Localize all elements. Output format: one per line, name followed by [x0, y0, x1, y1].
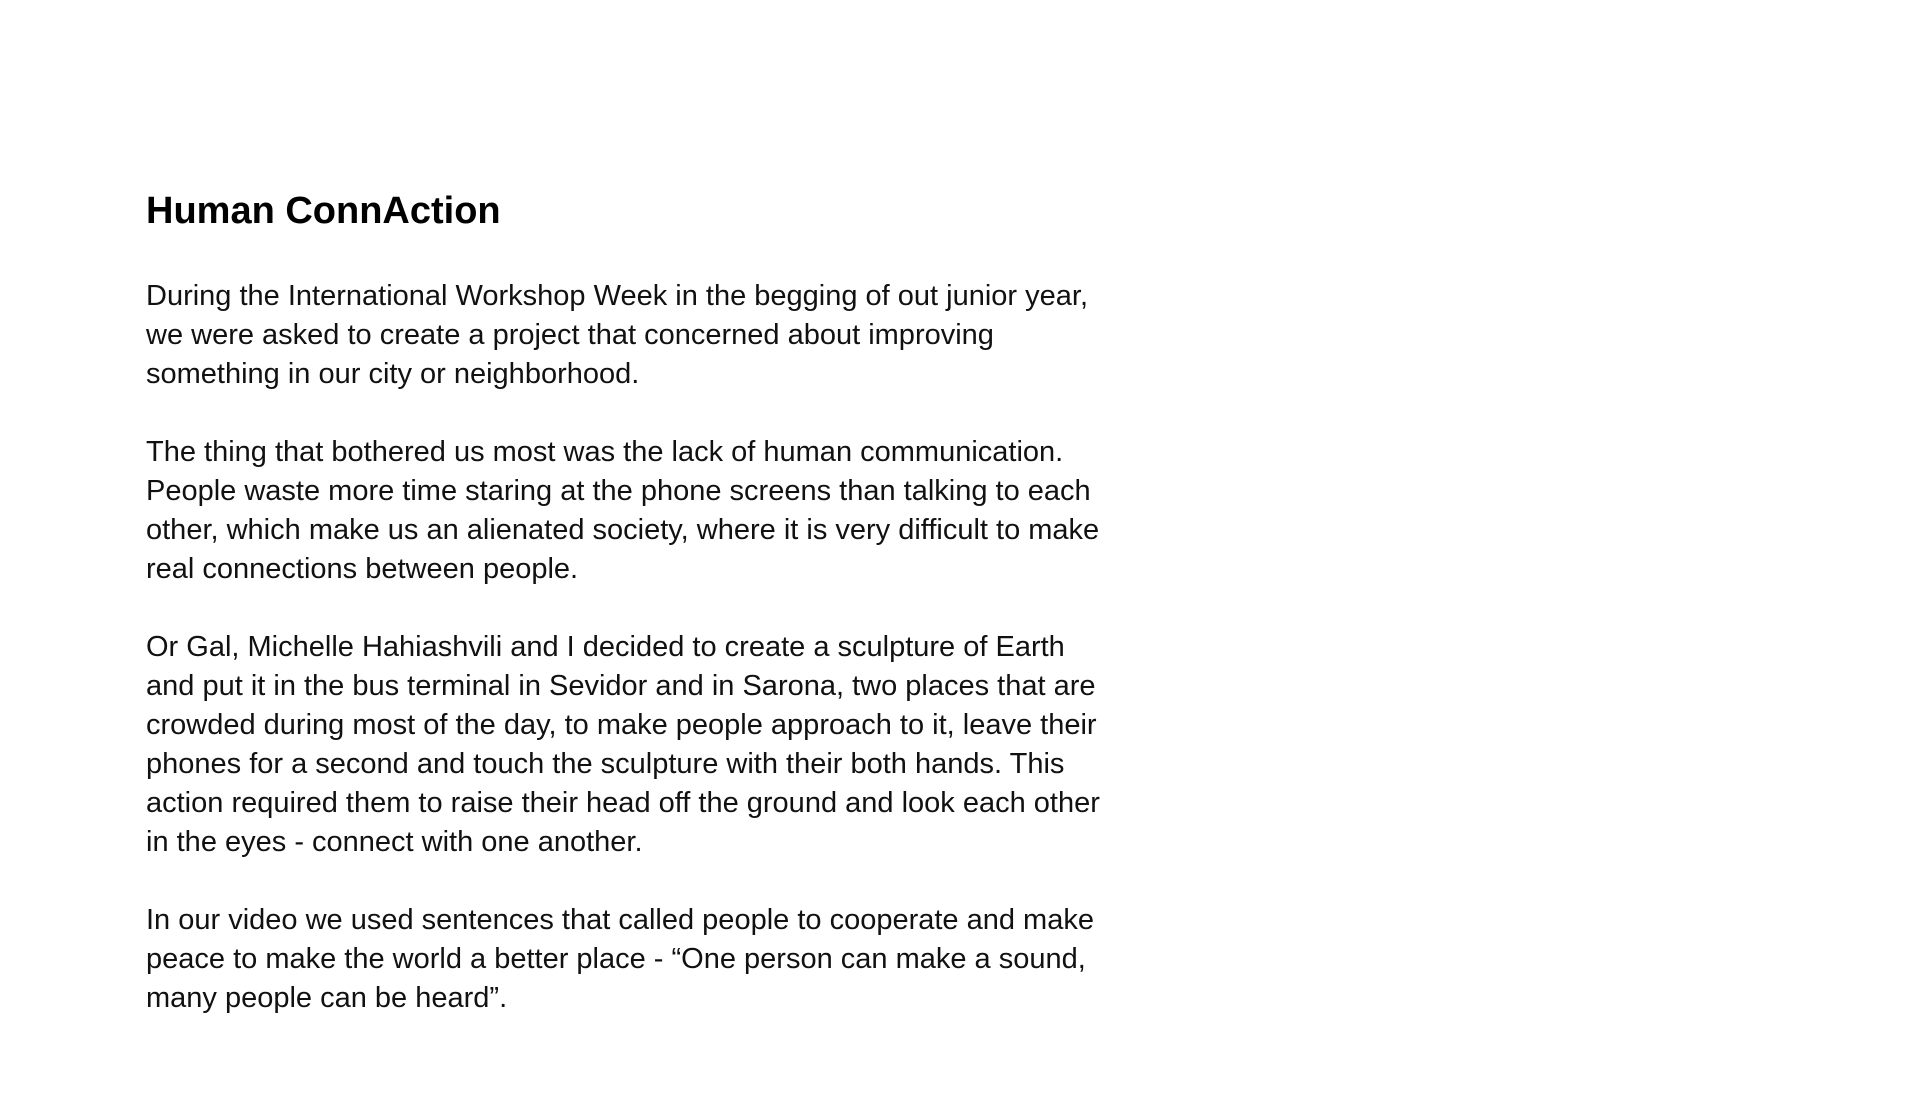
paragraph-line: People waste more time staring at the phone screens than talking to each [146, 475, 1091, 507]
paragraph-line: During the International Workshop Week in the begging of out junior year, [146, 280, 1089, 312]
paragraph-line: action required them to raise their head off the ground and look each other [146, 787, 1100, 819]
paragraph-line: crowded during most of the day, to make people approach to it, leave their [146, 709, 1097, 741]
paragraph-line: In our video we used sentences that called people to cooperate and make [146, 904, 1094, 936]
paragraph-solution [146, 628, 1186, 862]
paragraph-line: in the eyes - connect with one another. [146, 826, 643, 858]
paragraph-problem [146, 433, 1186, 589]
paragraph-line: something in our city or neighborhood. [146, 358, 640, 390]
paragraph-line: and put it in the bus terminal in Sevidor and in Sarona, two places that are [146, 670, 1096, 702]
page-title: Human ConnAction [146, 190, 501, 232]
document-body [146, 186, 1186, 1018]
paragraph-intro [146, 277, 1186, 394]
paragraph-video [146, 901, 1186, 1018]
paragraph-line: peace to make the world a better place - “One person can make a sound, [146, 943, 1086, 975]
paragraph-line: real connections between people. [146, 553, 579, 585]
paragraph-line: other, which make us an alienated society, where it is very difficult to make [146, 514, 1100, 546]
paragraph-line: The thing that bothered us most was the lack of human communication. [146, 436, 1064, 468]
paragraph-line: we were asked to create a project that concerned about improving [146, 319, 994, 351]
paragraph-line: Or Gal, Michelle Hahiashvili and I decided to create a sculpture of Earth [146, 631, 1065, 663]
paragraph-line: phones for a second and touch the sculpture with their both hands. This [146, 748, 1065, 780]
paragraph-line: many people can be heard”. [146, 982, 508, 1014]
